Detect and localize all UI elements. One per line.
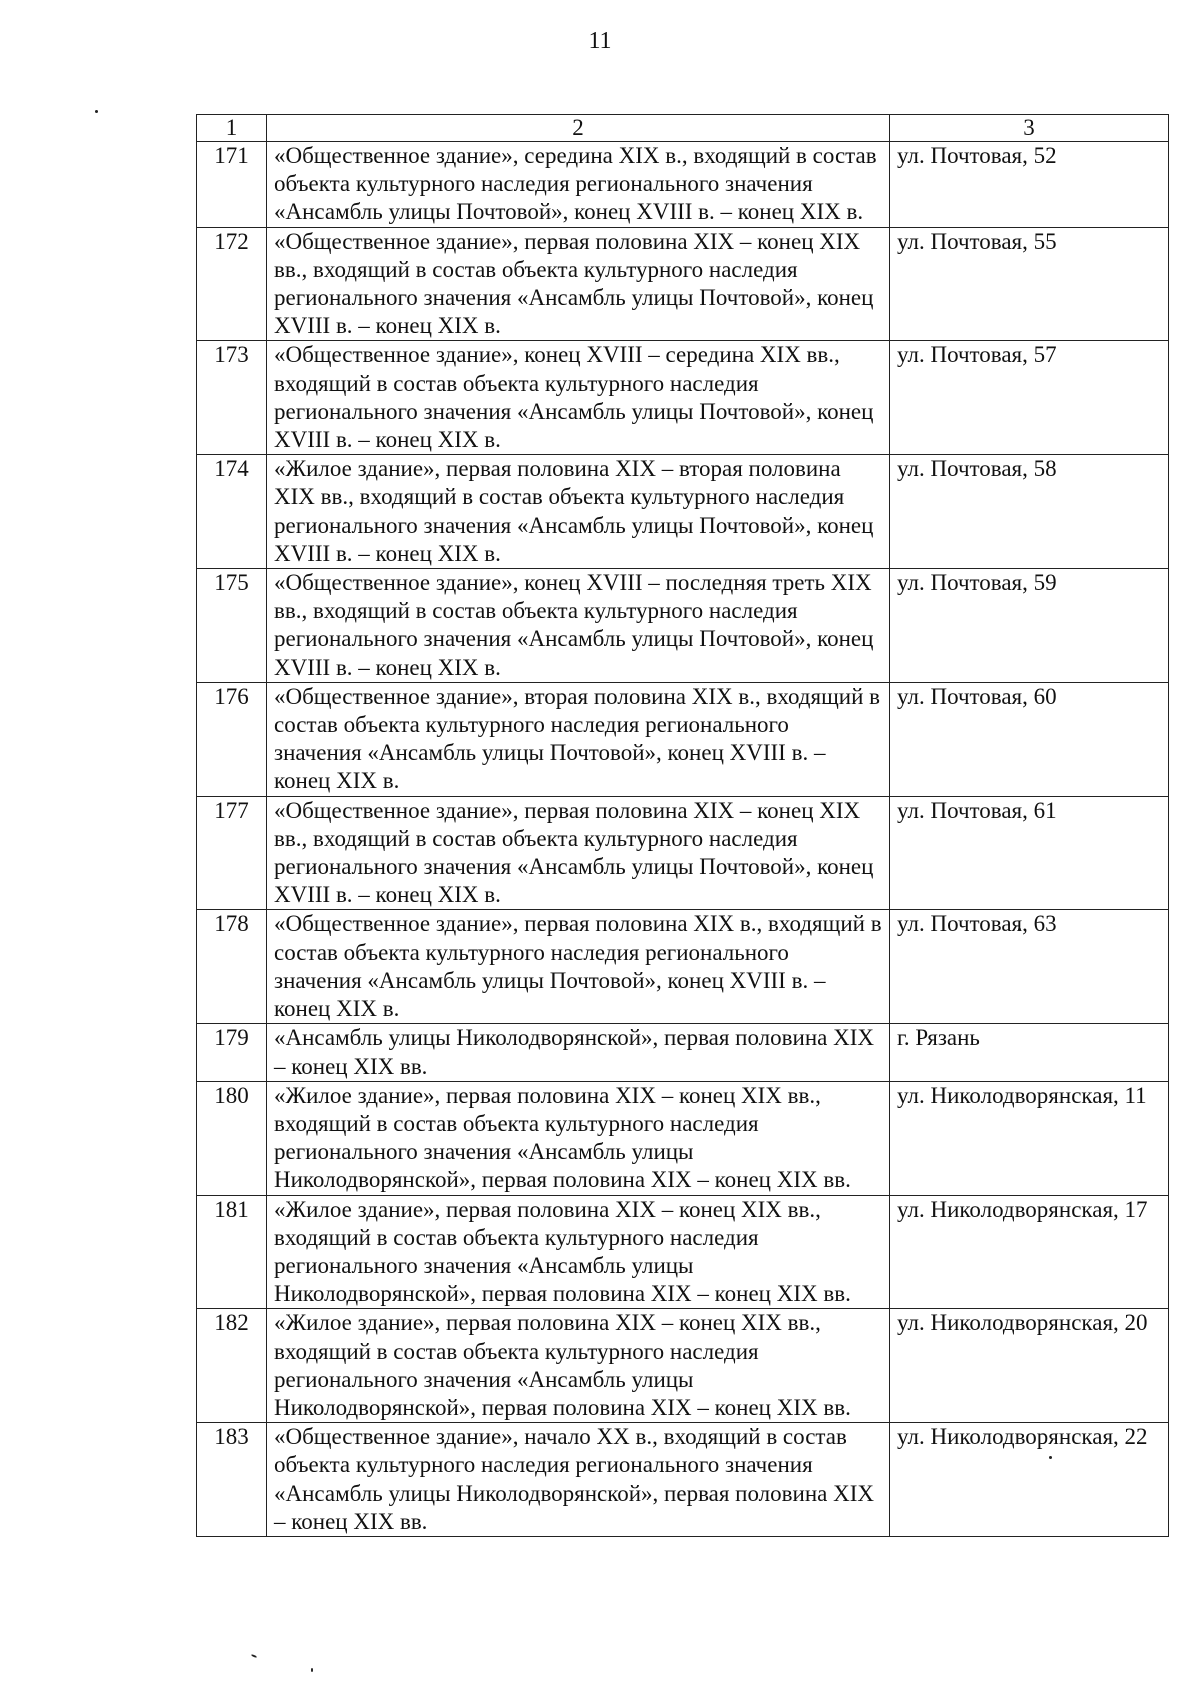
column-header-name: 2 [267, 115, 890, 142]
scan-speck [311, 1668, 313, 1672]
object-address: ул. Николодворянская, 22 [890, 1423, 1169, 1537]
object-name: «Общественное здание», середина XIX в., входящий в состав объекта культурного наследия регионального значения «Ансамбль улицы Почтовой», конец XVIII в. – конец XIX в. [267, 142, 890, 228]
table-row [197, 1081, 1169, 1195]
object-address: ул. Николодворянская, 17 [890, 1195, 1169, 1309]
object-address: ул. Почтовая, 63 [890, 910, 1169, 1024]
table-row [197, 796, 1169, 910]
object-address: ул. Почтовая, 61 [890, 796, 1169, 910]
table-row [197, 1195, 1169, 1309]
table-row [197, 227, 1169, 341]
object-name: «Жилое здание», первая половина XIX – вторая половина XIX вв., входящий в состав объекта культурного наследия регионального значения «Ансамбль улицы Почтовой», конец XVIII в. – конец XIX в. [267, 455, 890, 569]
table-row [197, 910, 1169, 1024]
row-number: 174 [197, 455, 267, 569]
row-number: 179 [197, 1024, 267, 1081]
object-name: «Жилое здание», первая половина XIX – конец XIX вв., входящий в состав объекта культурного наследия регионального значения «Ансамбль улицы Николодворянской», первая половина XIX – конец XIX вв. [267, 1195, 890, 1309]
object-address: ул. Почтовая, 57 [890, 341, 1169, 455]
object-address: ул. Почтовая, 60 [890, 682, 1169, 796]
object-address: ул. Почтовая, 55 [890, 227, 1169, 341]
object-address: ул. Почтовая, 58 [890, 455, 1169, 569]
object-address: ул. Почтовая, 59 [890, 569, 1169, 683]
scan-speck [251, 1654, 257, 1658]
table-row [197, 682, 1169, 796]
row-number: 180 [197, 1081, 267, 1195]
row-number: 178 [197, 910, 267, 1024]
row-number: 176 [197, 682, 267, 796]
scan-speck [95, 110, 98, 113]
column-header-number: 1 [197, 115, 267, 142]
row-number: 181 [197, 1195, 267, 1309]
table-row [197, 1423, 1169, 1537]
object-name: «Жилое здание», первая половина XIX – конец XIX вв., входящий в состав объекта культурного наследия регионального значения «Ансамбль улицы Николодворянской», первая половина XIX – конец XIX вв. [267, 1081, 890, 1195]
object-name: «Общественное здание», конец XVIII – последняя треть XIX вв., входящий в состав объекта культурного наследия регионального значения «Ансамбль улицы Почтовой», конец XVIII в. – конец XIX в. [267, 569, 890, 683]
row-number: 177 [197, 796, 267, 910]
page-number: 11 [588, 28, 612, 54]
object-address: г. Рязань [890, 1024, 1169, 1081]
table-row [197, 1309, 1169, 1423]
object-address: ул. Николодворянская, 11 [890, 1081, 1169, 1195]
row-number: 172 [197, 227, 267, 341]
object-name: «Общественное здание», вторая половина XIX в., входящий в состав объекта культурного наследия регионального значения «Ансамбль улицы Почтовой», конец XVIII в. – конец XIX в. [267, 682, 890, 796]
table-row [197, 341, 1169, 455]
table-row [197, 142, 1169, 228]
row-number: 175 [197, 569, 267, 683]
row-number: 173 [197, 341, 267, 455]
table-row [197, 1024, 1169, 1081]
object-name: «Общественное здание», первая половина XIX – конец XIX вв., входящий в состав объекта культурного наследия регионального значения «Ансамбль улицы Почтовой», конец XVIII в. – конец XIX в. [267, 227, 890, 341]
object-name: «Общественное здание», первая половина XIX – конец XIX вв., входящий в состав объекта культурного наследия регионального значения «Ансамбль улицы Почтовой», конец XVIII в. – конец XIX в. [267, 796, 890, 910]
table-row [197, 455, 1169, 569]
object-name: «Общественное здание», начало XX в., входящий в состав объекта культурного наследия регионального значения «Ансамбль улицы Николодворянской», первая половина XIX – конец XIX вв. [267, 1423, 890, 1537]
object-address: ул. Почтовая, 52 [890, 142, 1169, 228]
object-name: «Общественное здание», конец XVIII – середина XIX вв., входящий в состав объекта культурного наследия регионального значения «Ансамбль улицы Почтовой», конец XVIII в. – конец XIX в. [267, 341, 890, 455]
row-number: 183 [197, 1423, 267, 1537]
table-header-row [197, 115, 1169, 142]
row-number: 171 [197, 142, 267, 228]
object-name: «Ансамбль улицы Николодворянской», первая половина XIX – конец XIX вв. [267, 1024, 890, 1081]
heritage-register-table [196, 114, 1169, 1537]
row-number: 182 [197, 1309, 267, 1423]
table-row [197, 569, 1169, 683]
object-name: «Общественное здание», первая половина XIX в., входящий в состав объекта культурного наследия регионального значения «Ансамбль улицы Почтовой», конец XVIII в. – конец XIX в. [267, 910, 890, 1024]
object-name: «Жилое здание», первая половина XIX – конец XIX вв., входящий в состав объекта культурного наследия регионального значения «Ансамбль улицы Николодворянской», первая половина XIX – конец XIX вв. [267, 1309, 890, 1423]
column-header-address: 3 [890, 115, 1169, 142]
object-address: ул. Николодворянская, 20 [890, 1309, 1169, 1423]
